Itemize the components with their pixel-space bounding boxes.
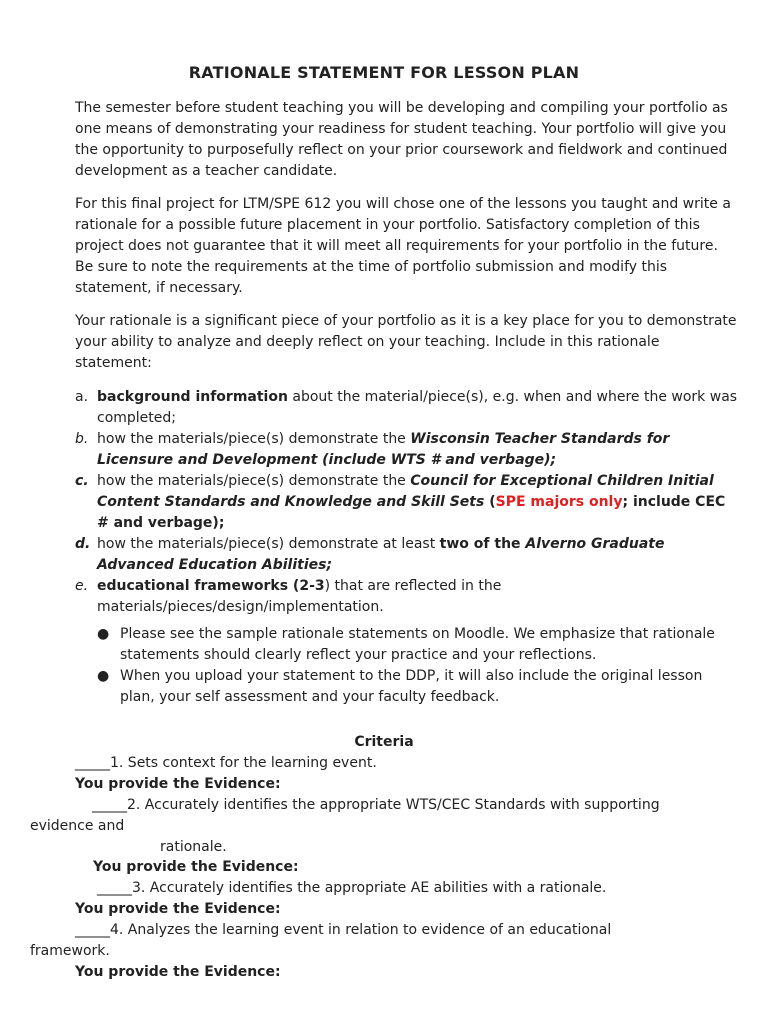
notes-bullet-list: [97, 624, 737, 708]
criterion-4: _____4. Analyzes the learning event in relation to evidence of an educational: [75, 922, 612, 938]
bullet-item: [97, 624, 737, 666]
list-d-text: how the materials/piece(s) demonstrate at least: [97, 536, 440, 552]
spe-majors-note: SPE majors only: [495, 494, 623, 510]
criterion-2-continued: evidence and: [30, 818, 125, 834]
list-e-bold: educational frameworks (2-3: [97, 578, 325, 594]
list-c-open: (: [484, 494, 496, 510]
list-a-bold: background information: [97, 389, 288, 405]
list-e-text: ) that are reflected in the materials/pieces/design/implementation.: [97, 578, 502, 615]
list-b-emphasis: Wisconsin Teacher Standards for Licensure and Development (include WTS # and verbage);: [97, 431, 670, 468]
list-item-c: [75, 471, 740, 534]
list-marker-c: c.: [75, 473, 89, 489]
list-marker-d: d.: [75, 536, 91, 552]
evidence-label-1: You provide the Evidence:: [75, 776, 281, 792]
intro-paragraph: The semester before student teaching you will be developing and compiling your portfolio as one means of demonstrating your readiness for student teaching. Your portfolio will give you the opportunity to purposefully reflect on your prior coursework and fieldwork and continued development as a teacher candidate.: [75, 100, 728, 179]
list-item-a: [75, 387, 740, 429]
page-title: RATIONALE STATEMENT FOR LESSON PLAN: [188, 63, 580, 82]
list-b-text: how the materials/piece(s) demonstrate the: [97, 431, 411, 447]
bullet-icon: ●: [97, 626, 110, 642]
evidence-label-3: You provide the Evidence:: [75, 901, 281, 917]
list-item-b: [75, 429, 740, 471]
list-marker-e: e.: [75, 578, 89, 594]
list-a-text: about the material/piece(s), e.g. when and where the work was completed;: [97, 389, 738, 426]
project-paragraph: For this final project for LTM/SPE 612 you will chose one of the lessons you taught and write a rationale for a possible future placement in your portfolio. Satisfactory completion of this project does not guarantee that it will meet all requirements for your portfolio in the future. Be sure to note the requirements at the time of portfolio submission and modify this statement, if necessary.: [75, 196, 731, 296]
evidence-label-4: You provide the Evidence:: [75, 964, 281, 980]
criterion-2: _____2. Accurately identifies the appropriate WTS/CEC Standards with supporting: [92, 797, 660, 813]
bullet-item: [97, 666, 737, 708]
evidence-label-2: You provide the Evidence:: [93, 859, 299, 875]
criterion-1: _____1. Sets context for the learning event.: [75, 755, 377, 771]
bullet-text: Please see the sample rationale statements on Moodle. We emphasize that rationale statements should clearly reflect your practice and your reflections.: [120, 626, 715, 663]
list-c-emphasis: Council for Exceptional Children Initial Content Standards and Knowledge and Skill Sets: [97, 473, 714, 510]
list-marker-a: a.: [75, 389, 89, 405]
criteria-heading: Criteria: [354, 734, 414, 750]
list-marker-b: b.: [75, 431, 89, 447]
bullet-text: When you upload your statement to the DDP, it will also include the original lesson plan, your self assessment and your faculty feedback.: [120, 668, 703, 705]
criterion-4-continued: framework.: [30, 943, 110, 959]
rationale-paragraph: Your rationale is a significant piece of your portfolio as it is a key place for you to demonstrate your ability to analyze and deeply reflect on your teaching. Include in this rationale statement:: [75, 313, 737, 371]
list-item-d: [75, 534, 740, 576]
criterion-3: _____3. Accurately identifies the appropriate AE abilities with a rationale.: [97, 880, 607, 896]
list-c-tail: ; include CEC # and verbage);: [97, 494, 726, 531]
list-d-emphasis: Alverno Graduate Advanced Education Abilities;: [97, 536, 665, 573]
requirements-list: [75, 387, 740, 618]
criterion-2-continued: rationale.: [160, 839, 227, 855]
list-c-text: how the materials/piece(s) demonstrate the: [97, 473, 411, 489]
list-d-bold: two of the: [439, 536, 526, 552]
list-item-e: [75, 576, 740, 618]
bullet-icon: ●: [97, 668, 110, 684]
